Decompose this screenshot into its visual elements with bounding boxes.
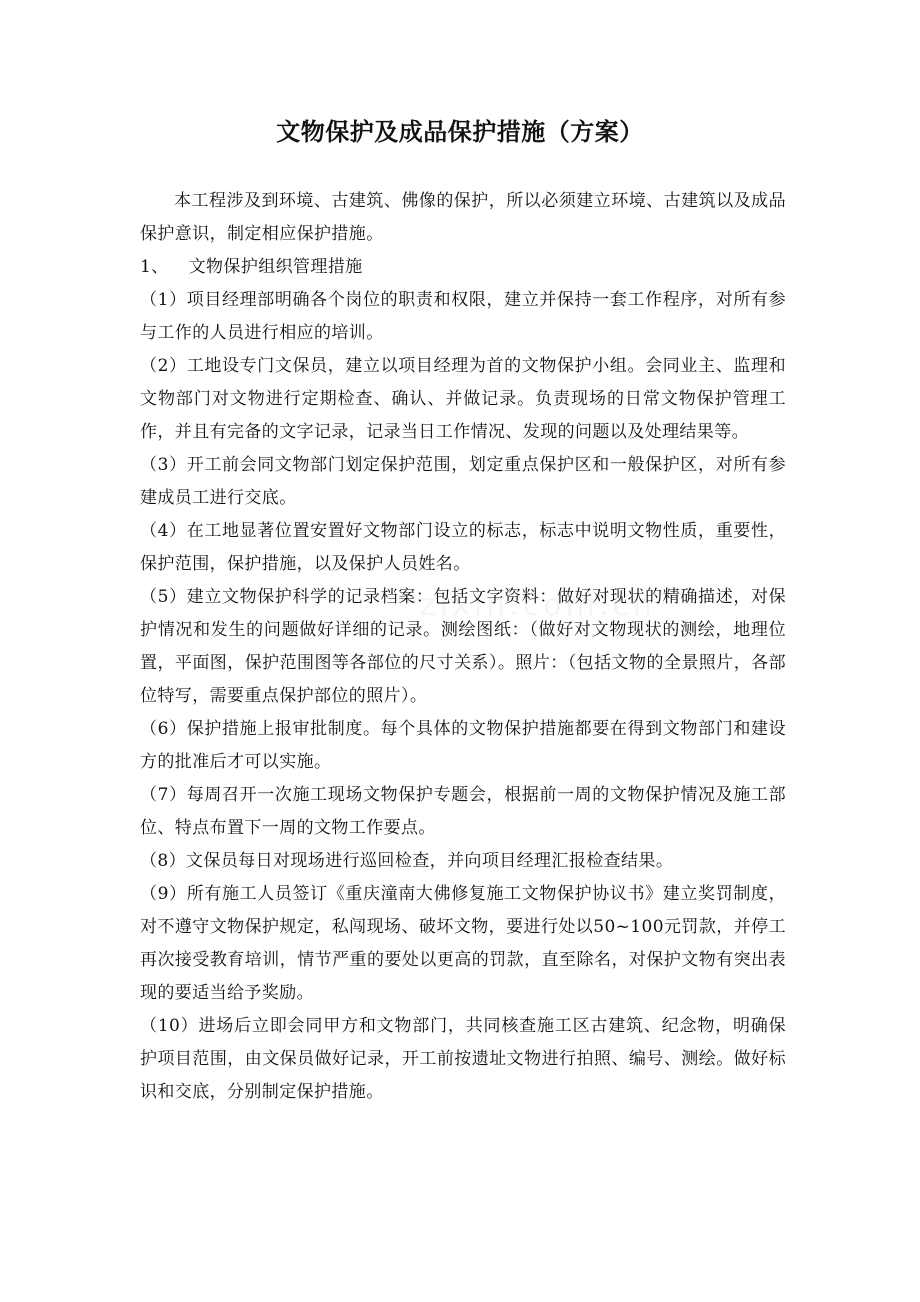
list-item: （10）进场后立即会同甲方和文物部门，共同核查施工区古建筑、纪念物，明确保护项目范围，由文保员做好记录，开工前按遗址文物进行拍照、编号、测绘。做好标识和交底，分别制定保护措施。 [140,1016,786,1102]
list-item: （2）工地设专门文保员，建立以项目经理为首的文物保护小组。会同业主、监理和文物部门对文物进行定期检查、确认、并做记录。负责现场的日常文物保护管理工作，并且有完备的文字记录，记录当日工作情况、发现的问题以及处理结果等。 [140,356,786,442]
list-item: （5）建立文物保护科学的记录档案：包括文字资料：做好对现状的精确描述，对保护情况和发生的问题做好详细的记录。测绘图纸：（做好对文物现状的测绘，地理位置，平面图，保护范围图等各部位的尺寸关系）。照片：（包括文物的全景照片，各部位特写，需要重点保护部位的照片）。 [140,587,786,706]
list-item: （3）开工前会同文物部门划定保护范围，划定重点保护区和一般保护区，对所有参建成员工进行交底。 [140,455,786,508]
list-item: （6）保护措施上报审批制度。每个具体的文物保护措施都要在得到文物部门和建设方的批准后才可以实施。 [140,719,786,772]
section-title: 文物保护组织管理措施 [188,257,363,277]
intro-paragraph: 本工程涉及到环境、古建筑、佛像的保护，所以必须建立环境、古建筑以及成品保护意识，制定相应保护措施。 [140,191,786,244]
page-title: 文物保护及成品保护措施（方案） [276,117,644,146]
section-number: 1、 [140,257,169,277]
list-item: （9）所有施工人员签订《重庆潼南大佛修复施工文物保护协议书》建立奖罚制度，对不遵守文物保护规定，私闯现场、破坏文物，要进行处以50~100元罚款，并停工再次接受教育培训，情节严重的要处以更高的罚款，直至除名，对保护文物有突出表现的要适当给予奖励。 [140,884,786,1003]
section-heading [140,251,786,284]
list-item: （8）文保员每日对现场进行巡回检查，并向项目经理汇报检查结果。 [140,851,674,871]
document-body [140,185,786,1109]
list-item: （7）每周召开一次施工现场文物保护专题会，根据前一周的文物保护情况及施工部位、特点布置下一周的文物工作要点。 [140,785,786,838]
list-item: （4）在工地显著位置安置好文物部门设立的标志，标志中说明文物性质，重要性，保护范围，保护措施，以及保护人员姓名。 [140,521,786,574]
list-item: （1）项目经理部明确各个岗位的职责和权限，建立并保持一套工作程序，对所有参与工作的人员进行相应的培训。 [140,290,786,343]
